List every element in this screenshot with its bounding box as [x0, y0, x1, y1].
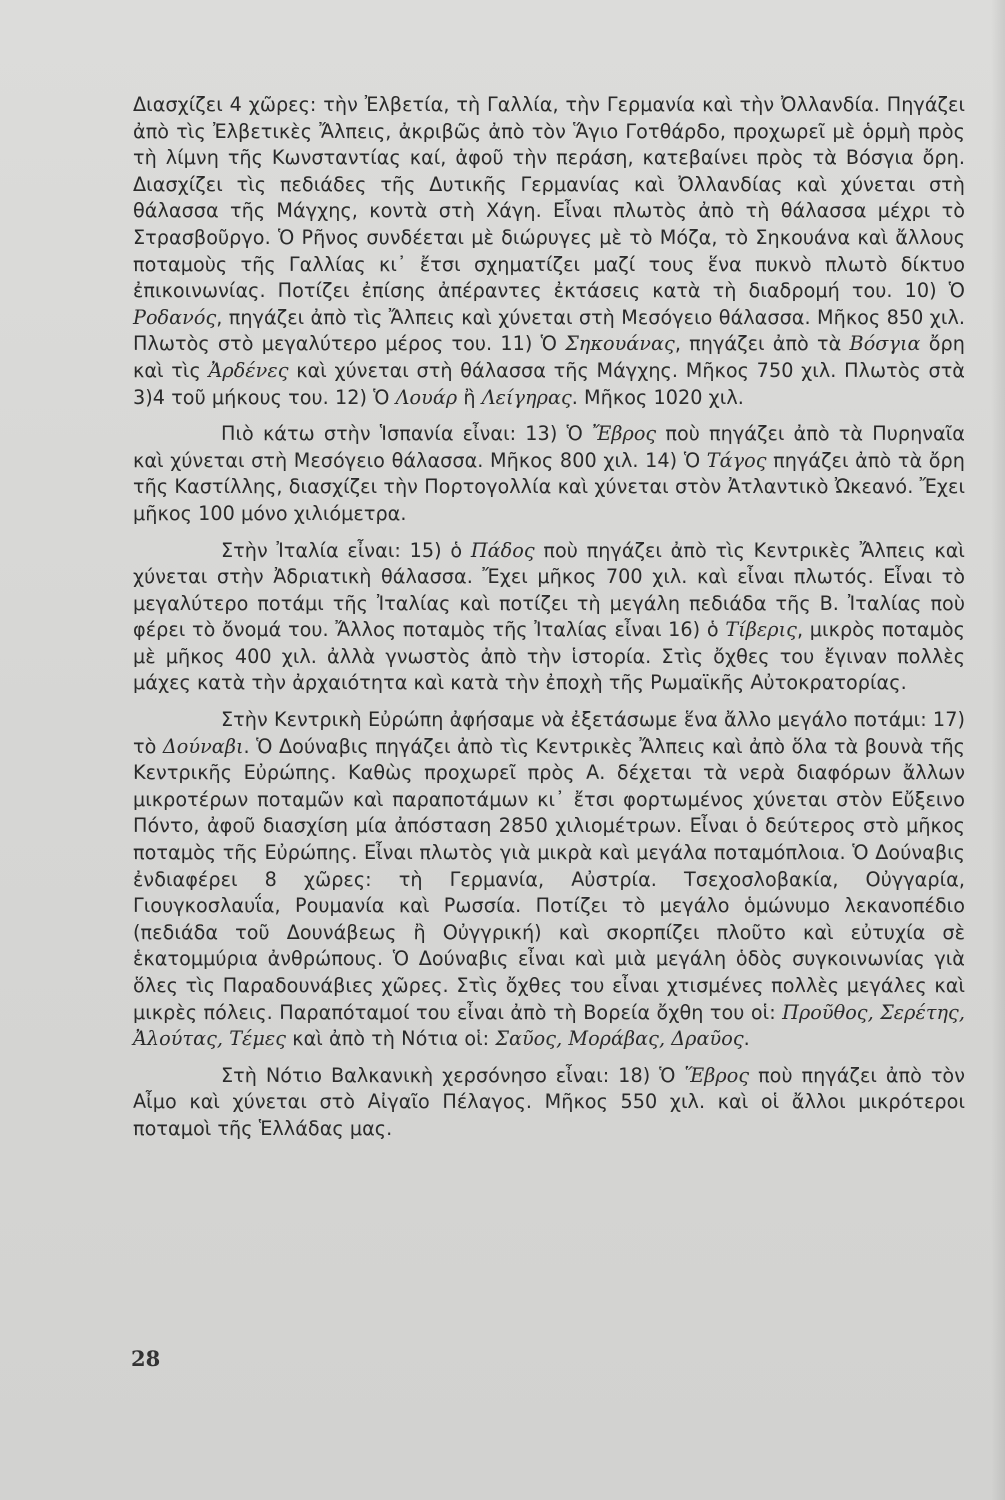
text-run: Στὴ Νότιο Βαλκανικὴ χερσόνησο εἶναι: 18) Ὁ: [221, 1063, 685, 1087]
italic-term: Βόσγια: [849, 332, 921, 356]
text-run: ποὺ πηγάζει ἀπὸ τὸν Αἶμο καὶ χύνεται στὸ Αἰγαῖο Πέλαγος. Μῆκος 550 χιλ. καὶ οἱ ἄλλοι μικρότεροι ποταμοὶ τῆς Ἑλλάδας μας.: [133, 1063, 965, 1140]
text-run: , πηγάζει ἀπὸ τὰ: [674, 332, 850, 356]
italic-term: Ἕβρος: [684, 1063, 750, 1087]
page-edge-shadow: [991, 0, 1005, 1500]
italic-term: Λουάρ: [395, 385, 458, 409]
paragraph: [133, 421, 965, 527]
italic-term: Σαῦος, Μοράβας, Δραῦος: [495, 1027, 744, 1051]
text-run: καὶ ἀπὸ τὴ Νότια οἱ:: [286, 1027, 496, 1051]
italic-term: Πάδος: [470, 538, 535, 562]
italic-term: Ἔβρος: [591, 422, 657, 446]
text-run: πηγάζει ἀπὸ τὰ ὄρη τῆς Καστίλλης, διασχίζει τὴν Πορτογολλία καὶ χύνεται στὸν Ἀτλαντικὸ Ὠκεανό. Ἔχει μῆκος 100 μόνο χιλιόμετρα.: [133, 448, 965, 525]
text-run: Διασχίζει 4 χῶρες: τὴν Ἐλβετία, τὴ Γαλλία, τὴν Γερμανία καὶ τὴν Ὀλλανδία. Πηγάζει ἀπὸ τὶς Ἐλβετικὲς Ἄλπεις, ἀκριβῶς ἀπὸ τὸν Ἅγιο Γοτθάρδο, προχωρεῖ μὲ ὁρμὴ πρὸς τὴ λίμνη τῆς Κωνσταντίας καί, ἀφοῦ τὴν περάση, κατεβαίνει πρὸς τὰ Βόσγια ὄρη. Διασχίζει τὶς πεδιάδες τῆς Δυτικῆς Γερμανίας καὶ Ὀλλανδίας καὶ χύνεται στὴ θάλασσα τῆς Μάγχης, κοντὰ στὴ Χάγη. Εἶναι πλωτὸς ἀπὸ τὴ θάλασσα μέχρι τὸ Στρασβοῦργο. Ὁ Ρῆνος συνδέεται μὲ διώρυγες μὲ τὸ Μόζα, τὸ Σηκουάνα καὶ ἄλλους ποταμοὺς τῆς Γαλλίας κι᾽ ἔτσι σχηματίζει μαζί τους ἕνα πυκνὸ πλωτὸ δίκτυο ἐπικοινωνίας. Ποτίζει ἐπίσης ἀπέραντες ἐκτάσεις κατὰ τὴ διαδρομή του. 10) Ὁ: [133, 93, 965, 303]
italic-term: Ροδανός: [133, 305, 217, 329]
text-run: , πηγάζει ἀπὸ τὶς Ἄλπεις καὶ χύνεται στὴ Μεσόγειο θάλασσα. Μῆκος 850 χιλ. Πλωτὸς στὸ μεγαλύτερο μέρος του. 11) Ὁ: [133, 305, 965, 356]
text-run: καὶ χύνεται στὴ θάλασσα τῆς Μάγχης. Μῆκος 750 χιλ. Πλωτὸς στὰ 3)4 τοῦ μήκους του. 12) Ὁ: [133, 358, 966, 409]
body-text: [133, 92, 965, 1153]
page-number: 28: [131, 1346, 161, 1371]
paragraph: [133, 92, 965, 411]
text-run: Πιὸ κάτω στὴν Ἱσπανία εἶναι: 13) Ὁ: [221, 422, 592, 446]
italic-term: Σηκουάνας: [565, 332, 675, 356]
text-run: ποὺ πηγάζει ἀπὸ τὰ Πυρηναῖα καὶ χύνεται στὴ Μεσόγειο θάλασσα. Μῆκος 800 χιλ. 14) Ὁ: [133, 422, 965, 472]
italic-term: Τάγος: [706, 448, 767, 472]
italic-term: Λείγηρας: [481, 385, 572, 409]
text-run: ὄρη καὶ τὶς: [133, 332, 965, 382]
paragraph: [133, 707, 965, 1053]
paragraph: [133, 538, 965, 698]
text-run: ἢ: [457, 385, 482, 409]
text-run: , μικρὸς ποταμὸς μὲ μῆκος 400 χιλ. ἀλλὰ γνωστὸς ἀπὸ τὴν ἱστορία. Στὶς ὄχθες του ἔγιναν πολλὲς μάχες κατὰ τὴν ἀρχαιότητα καὶ κατὰ τὴν ἐποχὴ τῆς Ρωμαϊκῆς Αὐτοκρατορίας.: [133, 618, 965, 695]
paragraph: [133, 1063, 965, 1143]
text-run: .: [743, 1027, 750, 1051]
italic-term: Τίβερις: [725, 618, 797, 642]
italic-term: Προῦθος, Σερέτης, Ἀλούτας, Τέμες: [133, 1000, 965, 1051]
italic-term: Δούναβι: [162, 734, 244, 758]
text-run: Στὴν Ἰταλία εἶναι: 15) ὁ: [221, 538, 471, 562]
text-run: . Μῆκος 1020 χιλ.: [571, 385, 744, 409]
text-run: Στὴν Κεντρικὴ Εὐρώπη ἀφήσαμε νὰ ἐξετάσωμε ἕνα ἄλλο μεγάλο ποτάμι: 17) τὸ: [133, 708, 965, 758]
text-run: ποὺ πηγάζει ἀπὸ τὶς Κεντρικὲς Ἄλπεις καὶ χύνεται στὴν Ἀδριατικὴ θάλασσα. Ἔχει μῆκος 700 χιλ. καὶ εἶναι πλωτός. Εἶναι τὸ μεγαλύτερο ποτάμι τῆς Ἰταλίας καὶ ποτίζει τὴ μεγάλη πεδιάδα τῆς Β. Ἰταλίας ποὺ φέρει τὸ ὄνομά του. Ἄλλος ποταμὸς τῆς Ἰταλίας εἶναι 16) ὁ: [133, 538, 965, 642]
italic-term: Ἀρδένες: [208, 358, 289, 382]
text-run: . Ὁ Δούναβις πηγάζει ἀπὸ τὶς Κεντρικὲς Ἄλπεις καὶ ἀπὸ ὅλα τὰ βουνὰ τῆς Κεντρικῆς Εὐρώπης. Καθὼς προχωρεῖ πρὸς Α. δέχεται τὰ νερὰ διαφόρων ἄλλων μικροτέρων ποταμῶν καὶ παραποτάμων κι᾽ ἔτσι φορτωμένος χύνεται στὸν Εὔξεινο Πόντο, ἀφοῦ διασχίση μία ἀπόσταση 2850 χιλιομέτρων. Εἶναι ὁ δεύτερος στὸ μῆκος ποταμὸς τῆς Εὐρώπης. Εἶναι πλωτὸς γιὰ μικρὰ καὶ μεγάλα ποταμόπλοια. Ὁ Δούναβις ἐνδιαφέρει 8 χῶρες: τὴ Γερμανία, Αὐστρία. Τσεχοσλοβακία, Οὐγγαρία, Γιουγκοσλαυΐα, Ρουμανία καὶ Ρωσσία. Ποτίζει τὸ μεγάλο ὁμώνυμο λεκανοπέδιο (πεδιάδα τοῦ Δουνάβεως ἢ Οὐγγρική) καὶ σκορπίζει πλοῦτο καὶ εὐτυχία σὲ ἑκατομμύρια ἀνθρώπους. Ὁ Δούναβις εἶναι καὶ μιὰ μεγάλη ὁδὸς συγκοινωνίας γιὰ ὅλες τὶς Παραδουνάβιες χῶρες. Στὶς ὄχθες του εἶναι χτισμένες πολλὲς μεγάλες καὶ μικρὲς πόλεις. Παραπόταμοί του εἶναι ἀπὸ τὴ Βορεία ὄχθη του οἱ:: [133, 734, 965, 1024]
